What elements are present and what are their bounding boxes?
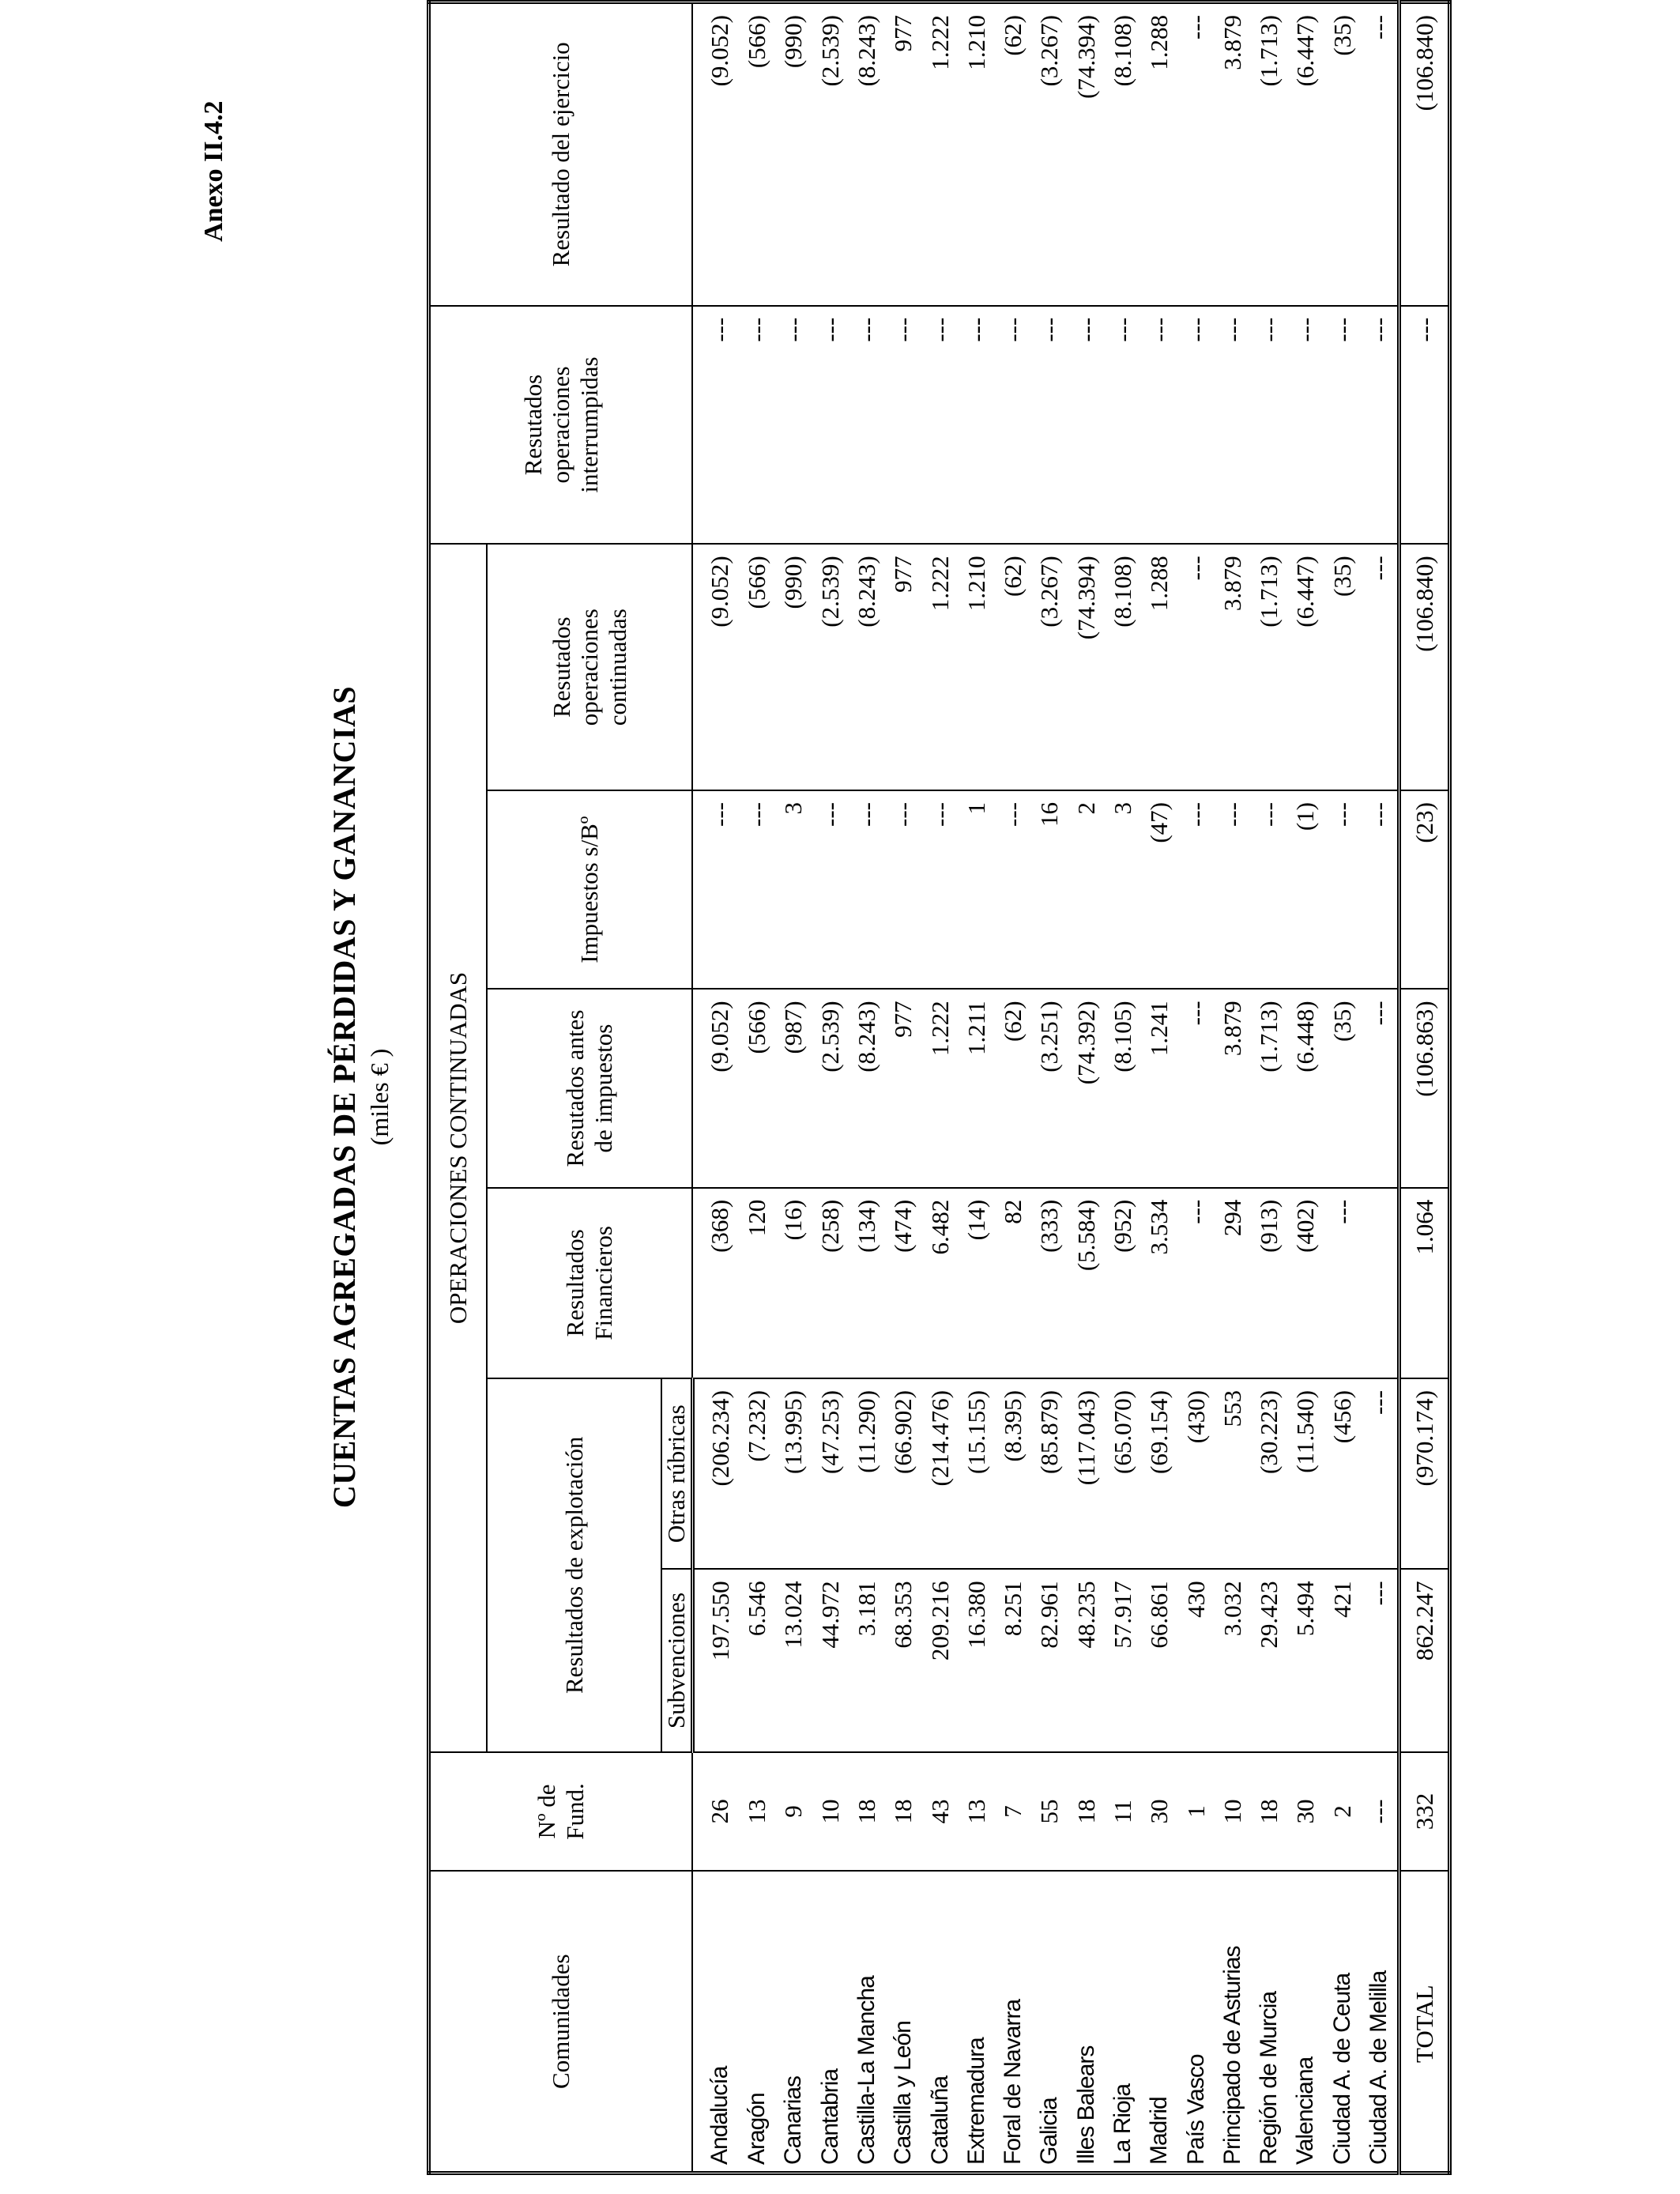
cell-otras-rubricas: (85.879) — [1031, 1378, 1068, 1569]
cell-n-fund: 30 — [1141, 1752, 1177, 1872]
cell-op-interrumpidas: --- — [1324, 306, 1361, 545]
cell-financieros: 6.482 — [921, 1188, 958, 1378]
header-resultado-ejercicio: Resultado del ejercicio — [429, 2, 693, 306]
table-row — [739, 2, 775, 2173]
cell-otras-rubricas: (13.995) — [775, 1378, 812, 1569]
header-operaciones-continuadas-result: Resutados operaciones continuadas — [487, 544, 692, 790]
cell-impuestos: --- — [885, 790, 921, 989]
cell-subvenciones: 862.247 — [1399, 1569, 1450, 1751]
cell-ejercicio: (990) — [775, 2, 812, 306]
cell-n-fund: 1 — [1177, 1752, 1214, 1872]
cell-op-continuadas: (1.713) — [1251, 544, 1287, 790]
cell-comunidad: Andalucía — [692, 1871, 739, 2173]
cell-ejercicio: 3.879 — [1215, 2, 1251, 306]
cell-op-continuadas: (990) — [775, 544, 812, 790]
cell-comunidad: Ciudad A. de Melilla — [1361, 1871, 1399, 2173]
cell-comunidad: Galicia — [1031, 1871, 1068, 2173]
cell-antes-impuestos: --- — [1177, 989, 1214, 1187]
cell-op-continuadas: (9.052) — [692, 544, 739, 790]
cell-op-continuadas: --- — [1177, 544, 1214, 790]
cell-op-interrumpidas: --- — [692, 306, 739, 545]
cell-otras-rubricas: (430) — [1177, 1378, 1214, 1569]
cell-n-fund: 26 — [692, 1752, 739, 1872]
cell-op-interrumpidas: --- — [812, 306, 848, 545]
cell-ejercicio: (106.840) — [1399, 2, 1450, 306]
cell-op-interrumpidas: --- — [739, 306, 775, 545]
cell-op-continuadas: (8.243) — [849, 544, 885, 790]
cell-financieros — [1361, 1188, 1399, 1378]
cell-otras-rubricas: (214.476) — [921, 1378, 958, 1569]
cell-op-interrumpidas: --- — [849, 306, 885, 545]
cell-antes-impuestos: (566) — [739, 989, 775, 1187]
cell-op-continuadas: --- — [1361, 544, 1399, 790]
table-row — [692, 2, 739, 2173]
cell-impuestos: (23) — [1399, 790, 1450, 989]
cell-financieros: 3.534 — [1141, 1188, 1177, 1378]
cell-op-continuadas: 1.222 — [921, 544, 958, 790]
cell-ejercicio: 1.288 — [1141, 2, 1177, 306]
cell-subvenciones: 8.251 — [995, 1569, 1031, 1751]
header-resultados-antes-impuestos: Resutados antes de impuestos — [487, 989, 692, 1187]
cell-otras-rubricas: (7.232) — [739, 1378, 775, 1569]
cell-otras-rubricas: (970.174) — [1399, 1378, 1450, 1569]
cell-impuestos: --- — [1215, 790, 1251, 989]
cell-impuestos: 3 — [775, 790, 812, 989]
table-row — [995, 2, 1031, 2173]
table-body — [692, 2, 1449, 2173]
cell-op-continuadas: (566) — [739, 544, 775, 790]
cell-op-interrumpidas: --- — [1251, 306, 1287, 545]
cell-n-fund: 43 — [921, 1752, 958, 1872]
cell-op-continuadas: 1.210 — [959, 544, 995, 790]
cell-n-fund: 18 — [1068, 1752, 1105, 1872]
cell-comunidad: Región de Murcia — [1251, 1871, 1287, 2173]
cell-op-continuadas: (8.108) — [1105, 544, 1141, 790]
cell-ejercicio: (8.243) — [849, 2, 885, 306]
cell-comunidad: La Rioja — [1105, 1871, 1141, 2173]
cell-financieros: 82 — [995, 1188, 1031, 1378]
cell-subvenciones: 3.032 — [1215, 1569, 1251, 1751]
cell-subvenciones: 209.216 — [921, 1569, 958, 1751]
cell-antes-impuestos: (74.392) — [1068, 989, 1105, 1187]
table-row — [1031, 2, 1068, 2173]
cell-financieros: (402) — [1287, 1188, 1324, 1378]
cell-comunidad: TOTAL — [1399, 1871, 1450, 2173]
table-row — [1361, 2, 1399, 2173]
table-row — [1141, 2, 1177, 2173]
cell-financieros: --- — [1177, 1188, 1214, 1378]
cell-op-continuadas: (3.267) — [1031, 544, 1068, 790]
cell-financieros: 294 — [1215, 1188, 1251, 1378]
cell-otras-rubricas: (206.234) — [692, 1378, 739, 1569]
table-row — [1251, 2, 1287, 2173]
header-otras-rubricas: Otras rúbricas — [661, 1378, 692, 1569]
cell-op-interrumpidas: --- — [1177, 306, 1214, 545]
cell-antes-impuestos: (8.243) — [849, 989, 885, 1187]
cell-subvenciones: 68.353 — [885, 1569, 921, 1751]
table-row — [959, 2, 995, 2173]
cell-financieros: (14) — [959, 1188, 995, 1378]
cell-comunidad: País Vasco — [1177, 1871, 1214, 2173]
cell-impuestos: 3 — [1105, 790, 1141, 989]
cell-antes-impuestos: (987) — [775, 989, 812, 1187]
header-resultados-explotacion: Resultados de explotación — [487, 1378, 661, 1752]
table-row — [1177, 2, 1214, 2173]
header-n-fund: Nº de Fund. — [429, 1752, 693, 1872]
cell-n-fund: --- — [1361, 1752, 1399, 1872]
cell-subvenciones: 48.235 — [1068, 1569, 1105, 1751]
cell-antes-impuestos: (2.539) — [812, 989, 848, 1187]
cell-financieros: 120 — [739, 1188, 775, 1378]
cell-antes-impuestos: --- — [1361, 989, 1399, 1187]
cell-financieros: (913) — [1251, 1188, 1287, 1378]
cell-ejercicio: --- — [1361, 2, 1399, 306]
cell-financieros: (16) — [775, 1188, 812, 1378]
cell-antes-impuestos: (1.713) — [1251, 989, 1287, 1187]
cell-n-fund: 9 — [775, 1752, 812, 1872]
cell-ejercicio: (6.447) — [1287, 2, 1324, 306]
table-row — [1215, 2, 1251, 2173]
report-title: CUENTAS AGREGADAS DE PÉRDIDAS Y GANANCIAS — [326, 685, 362, 1509]
cell-otras-rubricas: (47.253) — [812, 1378, 848, 1569]
cell-op-interrumpidas: --- — [959, 306, 995, 545]
cell-financieros: 1.064 — [1399, 1188, 1450, 1378]
cell-op-interrumpidas: --- — [1215, 306, 1251, 545]
cell-impuestos: --- — [1324, 790, 1361, 989]
cell-impuestos: --- — [1251, 790, 1287, 989]
cell-financieros: (368) — [692, 1188, 739, 1378]
cell-n-fund: 13 — [959, 1752, 995, 1872]
header-resultados-financieros: Resultados Financieros — [487, 1188, 692, 1378]
cell-n-fund: 2 — [1324, 1752, 1361, 1872]
total-row — [1399, 2, 1450, 2173]
cell-otras-rubricas: (66.902) — [885, 1378, 921, 1569]
cell-op-interrumpidas: --- — [1031, 306, 1068, 545]
cell-comunidad: Valenciana — [1287, 1871, 1324, 2173]
cell-otras-rubricas: (11.540) — [1287, 1378, 1324, 1569]
cell-otras-rubricas: (30.223) — [1251, 1378, 1287, 1569]
cell-otras-rubricas: (65.070) — [1105, 1378, 1141, 1569]
cell-antes-impuestos: (106.863) — [1399, 989, 1450, 1187]
cell-impuestos: 16 — [1031, 790, 1068, 989]
table-row — [849, 2, 885, 2173]
cell-subvenciones: 430 — [1177, 1569, 1214, 1751]
cell-financieros: (952) — [1105, 1188, 1141, 1378]
cell-antes-impuestos: 1.241 — [1141, 989, 1177, 1187]
cell-financieros: --- — [1324, 1188, 1361, 1378]
cell-op-continuadas: (62) — [995, 544, 1031, 790]
cell-op-continuadas: 3.879 — [1215, 544, 1251, 790]
cell-antes-impuestos: (6.448) — [1287, 989, 1324, 1187]
cell-antes-impuestos: (62) — [995, 989, 1031, 1187]
cell-subvenciones: 421 — [1324, 1569, 1361, 1751]
header-operaciones-interrumpidas: Resutados operaciones interrumpidas — [429, 306, 693, 545]
cell-subvenciones: --- — [1361, 1569, 1399, 1751]
cell-n-fund: 18 — [885, 1752, 921, 1872]
cell-n-fund: 30 — [1287, 1752, 1324, 1872]
cell-ejercicio: 1.210 — [959, 2, 995, 306]
table-row — [1068, 2, 1105, 2173]
cell-impuestos: (47) — [1141, 790, 1177, 989]
cell-comunidad: Madrid — [1141, 1871, 1177, 2173]
cell-op-continuadas: (6.447) — [1287, 544, 1324, 790]
cell-ejercicio: (3.267) — [1031, 2, 1068, 306]
cell-ejercicio: --- — [1177, 2, 1214, 306]
cell-op-interrumpidas: --- — [1399, 306, 1450, 545]
cell-comunidad: Foral de Navarra — [995, 1871, 1031, 2173]
cell-subvenciones: 3.181 — [849, 1569, 885, 1751]
cell-financieros: (258) — [812, 1188, 848, 1378]
cell-impuestos: --- — [1361, 790, 1399, 989]
cell-subvenciones: 29.423 — [1251, 1569, 1287, 1751]
cell-financieros: (5.584) — [1068, 1188, 1105, 1378]
cell-ejercicio: (566) — [739, 2, 775, 306]
cell-impuestos: --- — [812, 790, 848, 989]
cell-comunidad: Illes Balears — [1068, 1871, 1105, 2173]
cell-op-continuadas: (2.539) — [812, 544, 848, 790]
cell-antes-impuestos: (35) — [1324, 989, 1361, 1187]
cell-impuestos: (1) — [1287, 790, 1324, 989]
cell-n-fund: 18 — [849, 1752, 885, 1872]
cell-op-continuadas: (35) — [1324, 544, 1361, 790]
cell-impuestos: 1 — [959, 790, 995, 989]
cell-op-interrumpidas: --- — [885, 306, 921, 545]
cell-comunidad: Cantabria — [812, 1871, 848, 2173]
header-subvenciones: Subvenciones — [661, 1569, 692, 1751]
cell-ejercicio: 977 — [885, 2, 921, 306]
cell-ejercicio: (35) — [1324, 2, 1361, 306]
cell-subvenciones: 6.546 — [739, 1569, 775, 1751]
cell-financieros: (474) — [885, 1188, 921, 1378]
cell-antes-impuestos: 3.879 — [1215, 989, 1251, 1187]
cell-n-fund: 18 — [1251, 1752, 1287, 1872]
cell-op-continuadas: (74.394) — [1068, 544, 1105, 790]
cell-impuestos: --- — [692, 790, 739, 989]
cell-comunidad: Canarias — [775, 1871, 812, 2173]
cell-impuestos: --- — [849, 790, 885, 989]
table-row — [921, 2, 958, 2173]
cell-subvenciones: 82.961 — [1031, 1569, 1068, 1751]
table-row — [775, 2, 812, 2173]
cell-antes-impuestos: 1.211 — [959, 989, 995, 1187]
cell-n-fund: 13 — [739, 1752, 775, 1872]
cell-otras-rubricas: 553 — [1215, 1378, 1251, 1569]
cell-comunidad: Principado de Asturias — [1215, 1871, 1251, 2173]
header-impuestos: Impuestos s/Bº — [487, 790, 692, 989]
cell-op-interrumpidas: --- — [995, 306, 1031, 545]
cell-otras-rubricas: (69.154) — [1141, 1378, 1177, 1569]
cell-op-interrumpidas: --- — [1105, 306, 1141, 545]
cell-otras-rubricas: (117.043) — [1068, 1378, 1105, 1569]
cell-comunidad: Extremadura — [959, 1871, 995, 2173]
cell-ejercicio: (2.539) — [812, 2, 848, 306]
cell-op-interrumpidas: --- — [921, 306, 958, 545]
cell-n-fund: 10 — [1215, 1752, 1251, 1872]
cell-comunidad: Cataluña — [921, 1871, 958, 2173]
cell-impuestos: 2 — [1068, 790, 1105, 989]
cell-op-continuadas: 977 — [885, 544, 921, 790]
cell-subvenciones: 13.024 — [775, 1569, 812, 1751]
cell-comunidad: Ciudad A. de Ceuta — [1324, 1871, 1361, 2173]
cell-subvenciones: 5.494 — [1287, 1569, 1324, 1751]
cell-antes-impuestos: (3.251) — [1031, 989, 1068, 1187]
cell-financieros: (333) — [1031, 1188, 1068, 1378]
cell-antes-impuestos: (9.052) — [692, 989, 739, 1187]
header-operaciones-continuadas: OPERACIONES CONTINUADAS — [429, 544, 488, 1751]
cell-n-fund: 10 — [812, 1752, 848, 1872]
cell-n-fund: 7 — [995, 1752, 1031, 1872]
cell-ejercicio: (9.052) — [692, 2, 739, 306]
cell-op-continuadas: 1.288 — [1141, 544, 1177, 790]
annex-label: Anexo II.4.2 — [199, 100, 228, 242]
cell-op-interrumpidas: --- — [1287, 306, 1324, 545]
header-comunidades: Comunidades — [429, 1871, 693, 2173]
cell-ejercicio: (74.394) — [1068, 2, 1105, 306]
table-row — [1287, 2, 1324, 2173]
table-row — [812, 2, 848, 2173]
cell-n-fund: 11 — [1105, 1752, 1141, 1872]
cell-op-interrumpidas: --- — [1068, 306, 1105, 545]
cell-op-interrumpidas: --- — [775, 306, 812, 545]
cell-otras-rubricas: (456) — [1324, 1378, 1361, 1569]
cell-ejercicio: 1.222 — [921, 2, 958, 306]
cell-financieros: (134) — [849, 1188, 885, 1378]
cell-comunidad: Castilla-La Mancha — [849, 1871, 885, 2173]
table-row — [1324, 2, 1361, 2173]
cell-impuestos: --- — [921, 790, 958, 989]
cell-ejercicio: (1.713) — [1251, 2, 1287, 306]
cell-antes-impuestos: 1.222 — [921, 989, 958, 1187]
cell-subvenciones: 44.972 — [812, 1569, 848, 1751]
cell-otras-rubricas: --- — [1361, 1378, 1399, 1569]
report-units: (miles € ) — [365, 1048, 394, 1146]
cell-impuestos: --- — [739, 790, 775, 989]
cell-subvenciones: 197.550 — [692, 1569, 739, 1751]
cell-op-interrumpidas: --- — [1361, 306, 1399, 545]
cell-comunidad: Castilla y León — [885, 1871, 921, 2173]
cell-impuestos: --- — [995, 790, 1031, 989]
table-row — [1105, 2, 1141, 2173]
cell-antes-impuestos: 977 — [885, 989, 921, 1187]
cell-op-continuadas: (106.840) — [1399, 544, 1450, 790]
cell-subvenciones: 57.917 — [1105, 1569, 1141, 1751]
cell-subvenciones: 66.861 — [1141, 1569, 1177, 1751]
cell-comunidad: Aragón — [739, 1871, 775, 2173]
cell-antes-impuestos: (8.105) — [1105, 989, 1141, 1187]
cell-op-interrumpidas: --- — [1141, 306, 1177, 545]
profit-loss-table — [427, 0, 1452, 2175]
table-row — [885, 2, 921, 2173]
cell-otras-rubricas: (15.155) — [959, 1378, 995, 1569]
cell-n-fund: 55 — [1031, 1752, 1068, 1872]
cell-ejercicio: (8.108) — [1105, 2, 1141, 306]
cell-ejercicio: (62) — [995, 2, 1031, 306]
cell-impuestos: --- — [1177, 790, 1214, 989]
cell-subvenciones: 16.380 — [959, 1569, 995, 1751]
cell-otras-rubricas: (8.395) — [995, 1378, 1031, 1569]
cell-otras-rubricas: (11.290) — [849, 1378, 885, 1569]
cell-n-fund: 332 — [1399, 1752, 1450, 1872]
